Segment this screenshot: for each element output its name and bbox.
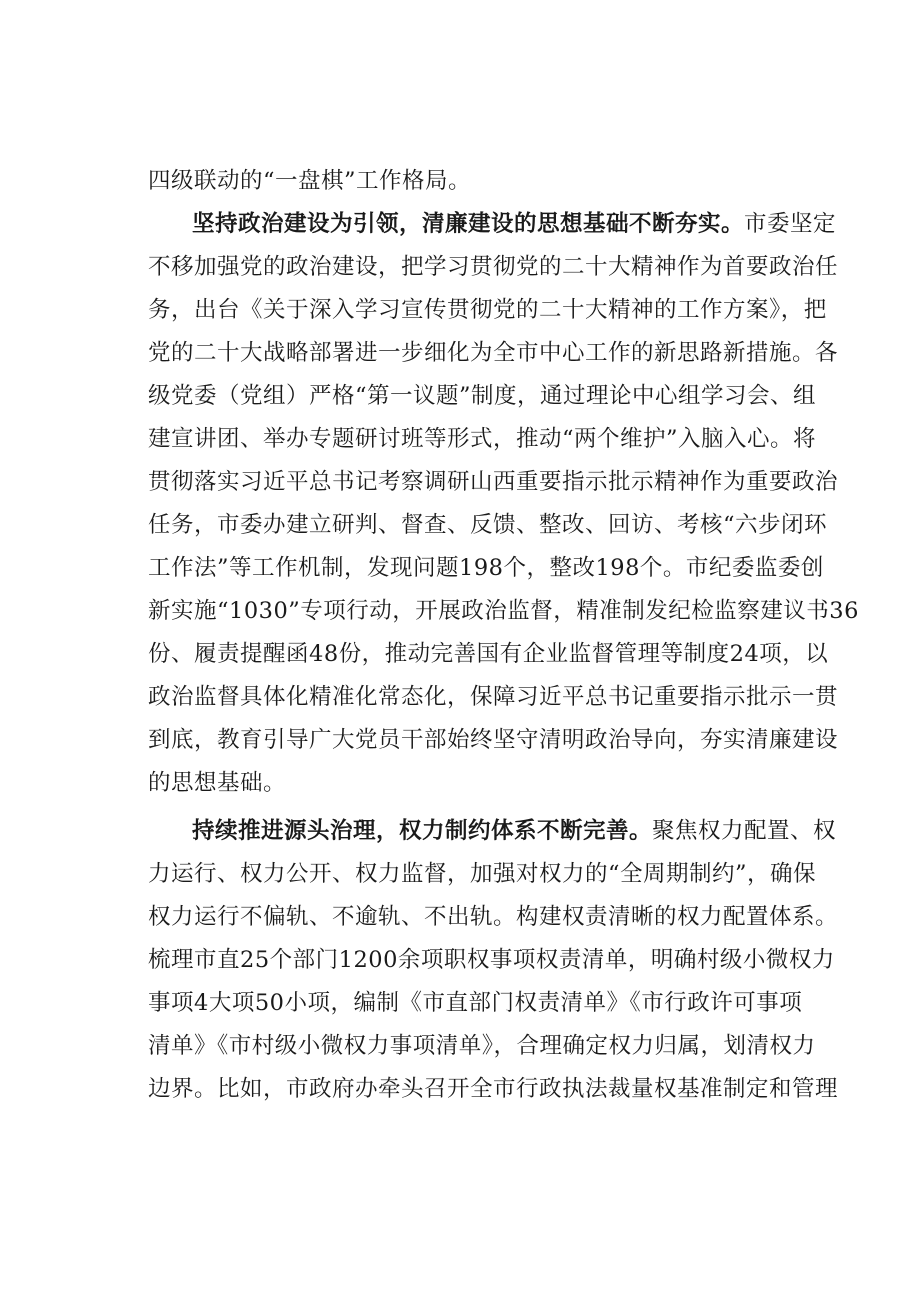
text-line: 清单》《市村级小微权力事项清单》，合理确定权力归属，划清权力 [148, 1033, 816, 1059]
text-line: 党的二十大战略部署进一步细化为全市中心工作的新思路新措施。各 [148, 340, 839, 366]
text-line: 任务，市委办建立研判、督查、反馈、整改、回访、考核“六步闭环 [148, 512, 828, 538]
text-line: 新实施“1030”专项行动，开展政治监督，精准制发纪检监察建议书36 [148, 598, 859, 624]
text-line: 贯彻落实习近平总书记考察调研山西重要指示批示精神作为重要政治 [148, 469, 839, 495]
text-line: 务，出台《关于深入学习宣传贯彻党的二十大精神的工作方案》，把 [148, 297, 827, 323]
text-span: 聚焦权力配置、权 [652, 818, 837, 844]
text-span: 市委坚定 [744, 211, 837, 237]
text-line: 权力运行不偏轨、不逾轨、不出轨。构建权责清晰的权力配置体系。 [148, 904, 839, 930]
text-line: 级党委（党组）严格“第一议题”制度，通过理论中心组学习会、组 [148, 383, 817, 409]
text-line: 政治监督具体化精准化常态化，保障习近平总书记重要指示批示一贯 [148, 684, 839, 710]
text-line: 工作法”等工作机制，发现问题198个，整改198个。市纪委监委创 [148, 555, 824, 581]
paragraph-heading: 持续推进源头治理，权力制约体系不断完善。 [192, 818, 653, 844]
text-line: 事项4大项50小项，编制《市直部门权责清单》《市行政许可事项 [148, 990, 803, 1016]
text-line: 份、履责提醒函48份，推动完善国有企业监督管理等制度24项，以 [148, 641, 829, 667]
text-line: 到底，教育引导广大党员干部始终坚守清明政治导向，夯实清廉建设 [148, 727, 839, 753]
text-line: 的思想基础。 [148, 770, 287, 796]
text-line: 边界。比如，市政府办牵头召开全市行政执法裁量权基准制定和管理 [148, 1076, 839, 1102]
text-line: 建宣讲团、举办专题研讨班等形式，推动“两个维护”入脑入心。将 [148, 426, 817, 452]
paragraph-heading: 坚持政治建设为引领，清廉建设的思想基础不断夯实。 [192, 211, 745, 237]
text-line: 梳理市直25个部门1200余项职权事项权责清单，明确村级小微权力 [148, 947, 835, 973]
text-line: 不移加强党的政治建设，把学习贯彻党的二十大精神作为首要政治任 [148, 254, 839, 280]
text-line: 力运行、权力公开、权力监督，加强对权力的“全周期制约”，确保 [148, 861, 817, 887]
paragraph-heading-line [192, 209, 836, 239]
text-line: 四级联动的“一盘棋”工作格局。 [148, 168, 472, 194]
paragraph-heading-line [192, 816, 836, 846]
